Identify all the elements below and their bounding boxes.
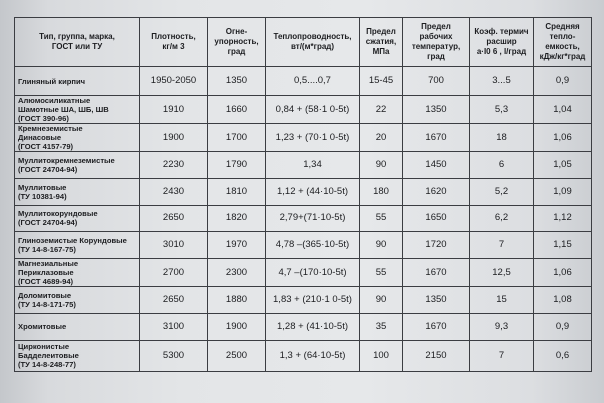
header-max-working-temperature <box>403 18 470 67</box>
compression-limit-cell: 15-45 <box>360 67 403 96</box>
header-thermal-conductivity <box>266 18 360 67</box>
density-cell: 5300 <box>140 340 208 371</box>
table-row <box>15 232 592 259</box>
material-name-line: Кремнеземистые <box>18 124 83 133</box>
thermal-conductivity-cell: 1,34 <box>266 152 360 179</box>
refractoriness-cell: 1810 <box>208 178 266 205</box>
thermal-expansion-cell: 6 <box>470 152 534 179</box>
density-cell: 3010 <box>140 232 208 259</box>
header-text-line: Теплопроводность, <box>273 32 352 41</box>
header-text-line: рабочих <box>419 32 453 41</box>
table-row <box>15 178 592 205</box>
compression-limit-cell: 100 <box>360 340 403 371</box>
density-cell: 2230 <box>140 152 208 179</box>
material-name-line: (ГОСТ 24704-94) <box>18 218 78 228</box>
table-row <box>15 313 592 340</box>
header-text-line: a·I0 6 , l/град <box>476 47 527 56</box>
thermal-expansion-cell: 5,2 <box>470 178 534 205</box>
material-name-line: Муллитокорундовые <box>18 209 98 219</box>
max-working-temperature-cell: 1350 <box>403 96 470 124</box>
compression-limit-cell: 22 <box>360 96 403 124</box>
material-name-cell <box>15 96 140 124</box>
header-text-line: Предел <box>421 22 451 31</box>
density-cell: 1900 <box>140 124 208 152</box>
compression-limit-cell: 90 <box>360 152 403 179</box>
header-text-line: град <box>427 52 445 61</box>
material-name-cell <box>15 152 140 179</box>
thermal-expansion-cell: 7 <box>470 340 534 371</box>
material-name-line: (ТУ 14-8-248-77) <box>18 360 76 370</box>
material-name-cell <box>15 313 140 340</box>
heat-capacity-cell: 0,6 <box>534 340 592 371</box>
refractoriness-cell: 1660 <box>208 96 266 124</box>
max-working-temperature-cell: 1670 <box>403 124 470 152</box>
material-name-cell <box>15 124 140 152</box>
thermal-conductivity-cell: 1,12 + (44·10-5t) <box>266 178 360 205</box>
thermal-conductivity-cell: 2,79+(71·10-5t) <box>266 205 360 232</box>
thermal-expansion-cell: 7 <box>470 232 534 259</box>
heat-capacity-cell: 1,06 <box>534 259 592 287</box>
header-text-line: температур, <box>411 42 461 51</box>
table-row <box>15 152 592 179</box>
table-row <box>15 96 592 124</box>
material-name-cell <box>15 259 140 287</box>
header-text-line: Плотность, <box>151 32 196 41</box>
material-name-line: Хромитовые <box>18 322 67 332</box>
header-text-line: емкость, <box>545 42 580 51</box>
header-text-line: тепло- <box>549 32 576 41</box>
material-name-cell <box>15 232 140 259</box>
heat-capacity-cell: 1,06 <box>534 124 592 152</box>
material-name-line: Доломитовые <box>18 291 72 301</box>
table-header <box>15 18 592 67</box>
material-name-line: (ГОСТ 390-96) <box>18 114 69 123</box>
material-name-line: (ТУ 10381-94) <box>18 191 67 201</box>
max-working-temperature-cell: 1350 <box>403 287 470 314</box>
material-name-line: Муллитокремнеземистые <box>18 155 115 165</box>
material-name-line: Бадделеитовые <box>18 351 79 361</box>
refractoriness-cell: 1790 <box>208 152 266 179</box>
heat-capacity-cell: 1,08 <box>534 287 592 314</box>
material-name-line: (ГОСТ 4689-94) <box>18 277 74 287</box>
thermal-expansion-cell: 18 <box>470 124 534 152</box>
compression-limit-cell: 90 <box>360 287 403 314</box>
header-text-line: Средняя <box>545 22 580 31</box>
header-compression-limit <box>360 18 403 67</box>
heat-capacity-cell: 0,9 <box>534 67 592 96</box>
material-name-line: Цирконистые <box>18 342 70 352</box>
density-cell: 2700 <box>140 259 208 287</box>
refractoriness-cell: 1900 <box>208 313 266 340</box>
header-density <box>140 18 208 67</box>
header-refractoriness <box>208 18 266 67</box>
thermal-conductivity-cell: 0,5....0,7 <box>266 67 360 96</box>
density-cell: 1950-2050 <box>140 67 208 96</box>
material-name-cell <box>15 178 140 205</box>
thermal-conductivity-cell: 4,78 –(365·10-5t) <box>266 232 360 259</box>
max-working-temperature-cell: 1450 <box>403 152 470 179</box>
header-text-line: Тип, группа, марка, <box>39 32 115 41</box>
table-row <box>15 124 592 152</box>
material-name-line: (ТУ 14-8-167-75) <box>18 245 76 255</box>
compression-limit-cell: 55 <box>360 205 403 232</box>
refractoriness-cell: 2300 <box>208 259 266 287</box>
thermal-conductivity-cell: 4,7 –(170·10-5t) <box>266 259 360 287</box>
heat-capacity-cell: 1,05 <box>534 152 592 179</box>
thermal-conductivity-cell: 1,28 + (41·10-5t) <box>266 313 360 340</box>
material-name-line: Шамотные ША, ШБ, ШВ <box>18 105 109 114</box>
material-name-line: Глиняный кирпич <box>18 76 86 86</box>
header-text-line: кДж/кг*град <box>539 52 586 61</box>
density-cell: 2430 <box>140 178 208 205</box>
max-working-temperature-cell: 700 <box>403 67 470 96</box>
table-row <box>15 205 592 232</box>
max-working-temperature-cell: 1670 <box>403 259 470 287</box>
header-row <box>15 18 592 67</box>
material-name-line: (ГОСТ 4157-79) <box>18 142 74 151</box>
heat-capacity-cell: 1,04 <box>534 96 592 124</box>
material-name-line: Периклазовые <box>18 268 74 278</box>
thermal-expansion-cell: 15 <box>470 287 534 314</box>
compression-limit-cell: 90 <box>360 232 403 259</box>
refractoriness-cell: 1880 <box>208 287 266 314</box>
material-name-cell <box>15 67 140 96</box>
heat-capacity-cell: 1,15 <box>534 232 592 259</box>
refractoriness-cell: 2500 <box>208 340 266 371</box>
max-working-temperature-cell: 2150 <box>403 340 470 371</box>
material-name-line: Динасовые <box>18 133 62 142</box>
density-cell: 2650 <box>140 205 208 232</box>
material-name-line: (ТУ 14-8-171-75) <box>18 300 76 310</box>
header-heat-capacity <box>534 18 592 67</box>
header-text-line: Предел <box>366 27 396 36</box>
refractoriness-cell: 1820 <box>208 205 266 232</box>
thermal-expansion-cell: 5,3 <box>470 96 534 124</box>
heat-capacity-cell: 1,09 <box>534 178 592 205</box>
table-row <box>15 259 592 287</box>
refractoriness-cell: 1350 <box>208 67 266 96</box>
max-working-temperature-cell: 1650 <box>403 205 470 232</box>
material-name-cell <box>15 340 140 371</box>
thermal-expansion-cell: 9,3 <box>470 313 534 340</box>
header-text-line: Коэф. термич <box>474 27 529 36</box>
header-text-line: расшир <box>486 37 517 46</box>
material-name-line: Алюмосиликатные <box>18 96 91 105</box>
header-text-line: МПа <box>372 47 390 56</box>
material-name-cell <box>15 287 140 314</box>
header-text-line: Огне- <box>225 27 248 36</box>
refractoriness-cell: 1970 <box>208 232 266 259</box>
compression-limit-cell: 180 <box>360 178 403 205</box>
header-text-line: град <box>227 47 246 56</box>
material-name-line: (ГОСТ 24704-94) <box>18 164 78 174</box>
thermal-expansion-cell: 3...5 <box>470 67 534 96</box>
max-working-temperature-cell: 1620 <box>403 178 470 205</box>
header-text-line: сжатия, <box>365 37 397 46</box>
thermal-conductivity-cell: 0,84 + (58·1 0-5t) <box>266 96 360 124</box>
compression-limit-cell: 20 <box>360 124 403 152</box>
material-name-line: Муллитовые <box>18 182 67 192</box>
material-name-line: Глиноземистые Корундовые <box>18 236 127 246</box>
table-body <box>15 67 592 372</box>
density-cell: 2650 <box>140 287 208 314</box>
header-text-line: ГОСТ или ТУ <box>51 42 103 51</box>
density-cell: 3100 <box>140 313 208 340</box>
table-row <box>15 340 592 371</box>
table-row <box>15 67 592 96</box>
header-thermal-expansion <box>470 18 534 67</box>
density-cell: 1910 <box>140 96 208 124</box>
thermal-expansion-cell: 6,2 <box>470 205 534 232</box>
header-type-grade-standard <box>15 18 140 67</box>
header-text-line: вт/(м*град) <box>290 42 335 51</box>
header-text-line: кг/м 3 <box>162 42 185 51</box>
heat-capacity-cell: 0,9 <box>534 313 592 340</box>
heat-capacity-cell: 1,12 <box>534 205 592 232</box>
refractory-properties-table <box>14 17 592 372</box>
table-row <box>15 287 592 314</box>
thermal-expansion-cell: 12,5 <box>470 259 534 287</box>
header-text-line: упорность, <box>214 37 259 46</box>
refractoriness-cell: 1700 <box>208 124 266 152</box>
compression-limit-cell: 35 <box>360 313 403 340</box>
material-name-cell <box>15 205 140 232</box>
thermal-conductivity-cell: 1,23 + (70·1 0-5t) <box>266 124 360 152</box>
thermal-conductivity-cell: 1,3 + (64·10-5t) <box>266 340 360 371</box>
max-working-temperature-cell: 1670 <box>403 313 470 340</box>
thermal-conductivity-cell: 1,83 + (210·1 0-5t) <box>266 287 360 314</box>
compression-limit-cell: 55 <box>360 259 403 287</box>
material-name-line: Магнезиальные <box>18 259 79 269</box>
max-working-temperature-cell: 1720 <box>403 232 470 259</box>
